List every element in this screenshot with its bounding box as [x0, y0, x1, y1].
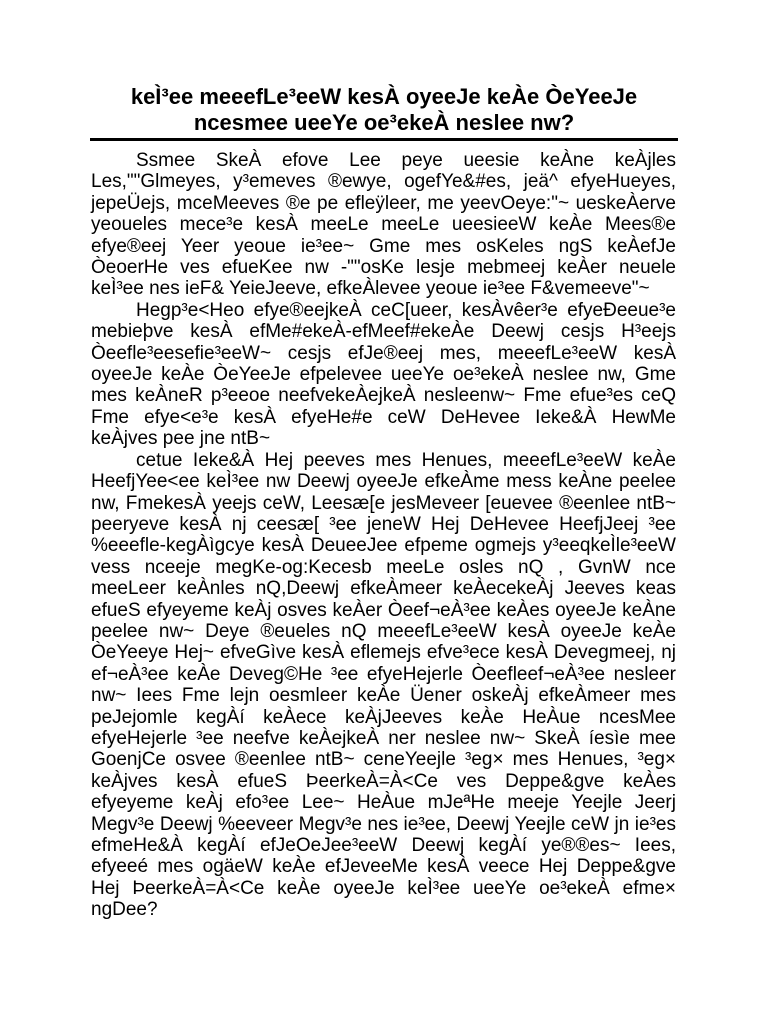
paragraph: Ssmee SkeÀ efove Lee peye ueesie keÀne keÀjles Les,""Glmeyes, y³emeves ®ewye, ogefYe&#es, jeä^ efyeHueyes, jepeÜejs, mceMeeves ®e pe efleÿleer, me yeevOeye:"~ ueskeÀerve yeoueles mece³e kesÀ meeLe meeLe ueesieeW keÀe Mees®e efye®eej Yeer yeoue ie³ee~ Gme mes osKeles ngS keÀefJe ÒeoerHe ves efueKee nw -""osKe lesje mebmeej keÀer neuele keÌ³ee nes ieF& YeieJeeve, efkeÀlevee yeoue ie³ee F&vemeeve"~ — [91, 150, 676, 300]
title-line-1: keÌ³ee meeefLe³eeW kesÀ oyeeJe keÀe ÒeYeeJe — [130, 84, 638, 109]
paragraph: Hegp³e<Heo efye®eejkeÀ ceC[ueer, kesÀvêer³e efyeÐeeue³e mebieþve kesÀ efMe#ekeÀ-efMeef#ekeÀe Deewj cesjs H³eejs Òeefle³eesefie³eeW~ cesjs efJe®eej mes, meeefLe³eeW kesÀ oyeeJe keÀe ÒeYeeJe efpelevee ueeYe oe³ekeÀ neslee nw, Gme mes keÀneR p³eeoe neefvekeÀejkeÀ nesleenw~ Fme efue³es ceQ Fme efye<e³e kesÀ efyeHe#e ceW DeHevee Ieke&À HewMe keÀjves pee jne ntB~ — [91, 299, 676, 450]
page-title — [90, 84, 678, 136]
title-line-2: ncesmee ueeYe oe³ekeÀ neslee nw? — [193, 110, 575, 135]
paragraph: cetue Ieke&À Hej peeves mes Henues, meeefLe³eeW keÀe HeefjYee<ee keÌ³ee nw Deewj oyeeJe efkeÀme mess keÀne peelee nw, FmekesÀ yeejs ceW, Leesæ[e jesMeveer [euevee ®eenlee ntB~ peeryeve kesÀ nj ceesæ[ ³ee jeneW Hej DeHevee HeefjJeej ³ee %eeefle-kegÀìgcye kesÀ DeueeJee efpeme ogmejs y³eeqkeÌle³eeW vess nceeje megKe-og:Kecesb meeLe osles nQ , GvnW nce meeLeer keÀnles nQ,Deewj efkeÀmeer keÀecekeÀj Jeeves keas efueS efyeyeme keÀj osves keÀer Òeef¬eÀ³ee keÀes oyeeJe keÀne peelee nw~ Deye ®eueles nQ meeefLe³eeW kesÀ oyeeJe keÀe ÒeYeeye Hej~ efveGìve kesÀ eflemejs efve³ece kesÀ Devegmeej, nj ef¬eÀ³ee keÀe Deveg©He ³ee efyeHejerle Òeefleef¬eÀ³ee nesleer nw~ Iees Fme lejn oesmleer keÀe Üener oskeÀj efkeÀmeer mes peJejomle kegÀí keÀece keÀjJeeves keÀe HeÀue ncesMee efyeHejerle ³ee neefve keÀejkeÀ ner neslee nw~ SkeÀ íesìe mee GoenjCe osvee ®eenlee ntB~ ceneYeejle ³eg× mes Henues, ³eg× keÀjves kesÀ efueS ÞeerkeÀ=À<Ce ves Deppe&gve keÀes efyeyeme keÀj efo³ee Lee~ HeÀue mJeªHe meeje Yeejle Jeerj Megv³e Deewj %eeveer Megv³e nes ie³ee, Deewj Yeejle ceW jn ie³es efmeHe&À kegÀí efJeOeJee³eeW Deewj kegÀí ye®®es~ Iees, efyeeé mes ogäeW keÀe efJeveeMe kesÀ veece Hej Deppe&gve Hej ÞeerkeÀ=À<Ce keÀe oyeeJe keÌ³ee ueeYe oe³ekeÀ efme× ngDee? — [91, 449, 676, 921]
title-underline — [90, 138, 678, 141]
document-body — [91, 150, 676, 921]
